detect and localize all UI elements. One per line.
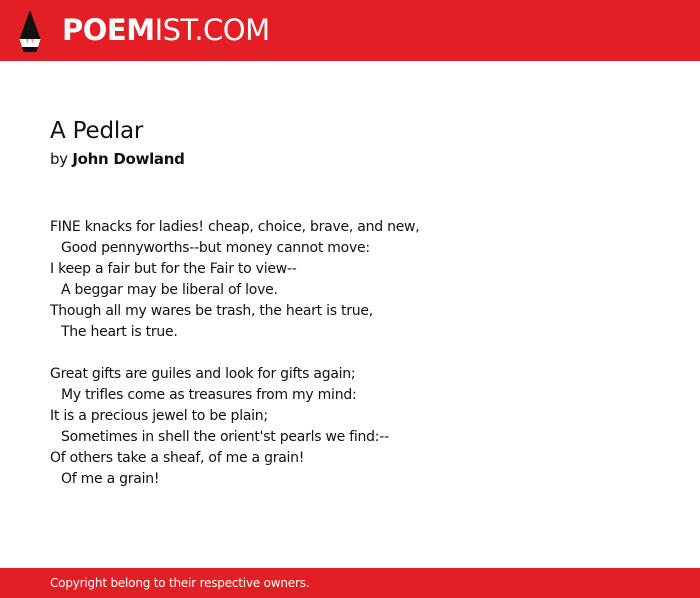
poem-line: Though all my wares be trash, the heart is true, — [50, 303, 373, 319]
site-header — [0, 0, 700, 61]
copyright-text: Copyright belong to their respective owners. — [50, 576, 310, 590]
site-name-strong: POEM — [62, 13, 155, 47]
poem-line: FINE knacks for ladies! cheap, choice, brave, and new, — [50, 219, 420, 235]
poem-line: The heart is true. — [61, 324, 178, 340]
poem-line: My trifles come as treasures from my mind: — [61, 387, 357, 403]
poem-line: I keep a fair but for the Fair to view-- — [50, 261, 297, 277]
site-footer — [0, 568, 700, 598]
poem-text — [50, 217, 650, 490]
site-name-light: IST.COM — [154, 13, 270, 47]
site-name — [62, 13, 270, 47]
site-logo-link[interactable] — [18, 0, 270, 61]
poem-line: Good pennyworths--but money cannot move: — [61, 240, 370, 256]
poem-line: Of me a grain! — [61, 471, 160, 487]
poem-line: A beggar may be liberal of love. — [61, 282, 278, 298]
poem-content — [50, 116, 650, 490]
poem-title: A Pedlar — [50, 118, 144, 144]
poem-stanza-2 — [50, 364, 650, 490]
poem-byline — [50, 149, 650, 169]
poem-line: Great gifts are guiles and look for gifts again; — [50, 366, 356, 382]
poem-author: John Dowland — [72, 150, 185, 168]
poem-line: It is a precious jewel to be plain; — [50, 408, 268, 424]
poem-stanza-1 — [50, 217, 650, 343]
pencil-logo-icon — [18, 10, 42, 52]
poem-line: Of others take a sheaf, of me a grain! — [50, 450, 305, 466]
poem-line: Sometimes in shell the orient'st pearls we find:-- — [61, 429, 389, 445]
byline-prefix: by — [50, 150, 68, 168]
